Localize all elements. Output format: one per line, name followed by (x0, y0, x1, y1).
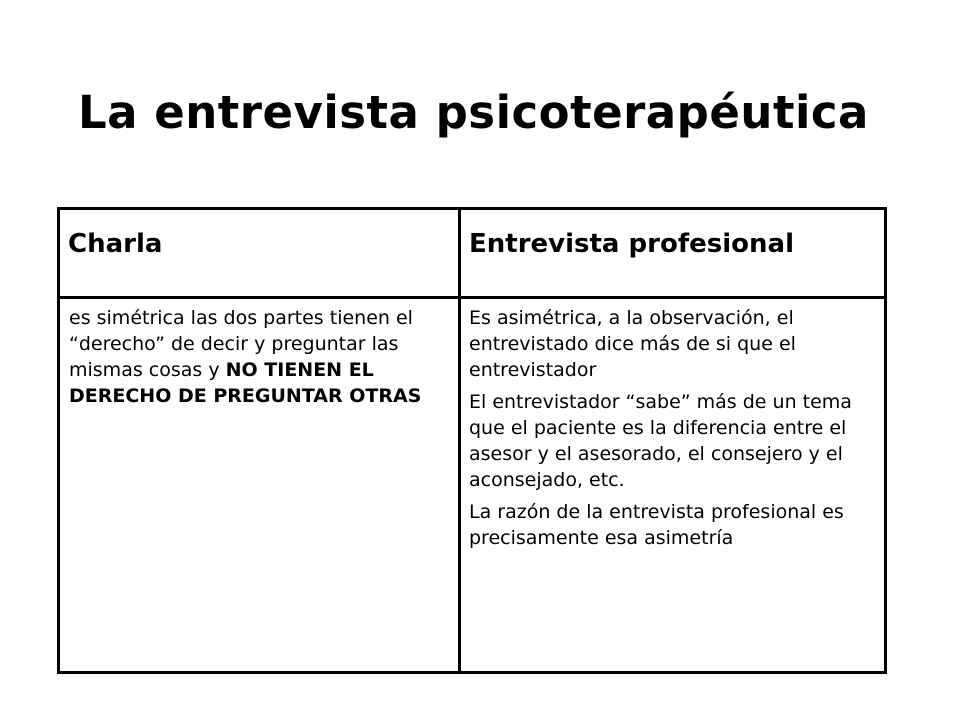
cell-charla-description (59, 298, 460, 673)
charla-description-emphasis: NO TIENEN EL DERECHO DE PREGUNTAR OTRAS (69, 359, 422, 407)
charla-description-text: es simétrica las dos partes tienen el “derecho” de decir y preguntar las mismas cosas y (69, 307, 413, 381)
table-header-row (59, 209, 886, 298)
slide-title: La entrevista psicoterapéutica (78, 86, 869, 139)
header-label-entrevista-profesional: Entrevista profesional (469, 229, 794, 259)
header-cell-charla (59, 209, 460, 298)
charla-description (60, 299, 458, 409)
entrevista-description (461, 299, 884, 551)
header-label-charla: Charla (68, 229, 163, 259)
entrevista-paragraph-1: Es asimétrica, a la observación, el entrevistado dice más de si que el entrevistador (469, 307, 796, 381)
entrevista-paragraph-2: El entrevistador “sabe” más de un tema que el paciente es la diferencia entre el asesor y el asesorado, el consejero y el aconsejado, etc. (469, 391, 852, 491)
entrevista-paragraph-3: La razón de la entrevista profesional es precisamente esa asimetría (469, 501, 844, 549)
comparison-table (57, 207, 887, 674)
header-cell-entrevista-profesional (460, 209, 886, 298)
cell-entrevista-description (460, 298, 886, 673)
table-body-row (59, 298, 886, 673)
